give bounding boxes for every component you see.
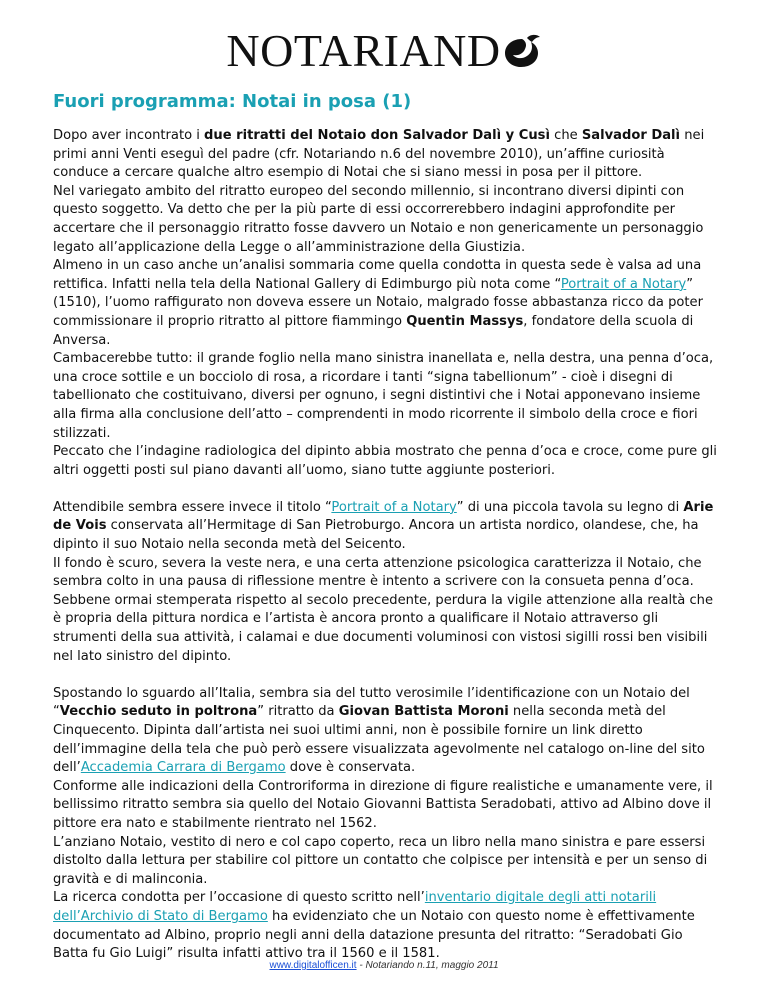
footer-website-link[interactable]: www.digitalofficen.it bbox=[269, 960, 357, 971]
accademia-carrara-link[interactable]: Accademia Carrara di Bergamo bbox=[80, 760, 286, 776]
paragraph: Il fondo è scuro, severa la veste nera, e una certa attenzione psicologica caratterizza il Notaio, che sembra colto in una pausa di riflessione mentre è intento a scrivere con la consueta penna d’oca. Sebbene ormai stemperata rispetto al secolo precedente, perdura la vigile attenzione alla realtà che è propria della pittura nordica e l’artista è ancora pronto a qualificare il Notaio attraverso gli strumenti della sua attività, i calamai e due documenti voluminosi con vistosi sigilli rossi ben visibili nel lato sinistro del dipinto. bbox=[53, 555, 714, 664]
paragraph: L’anziano Notaio, vestito di nero e col capo coperto, reca un libro nella mano sinistra e pare essersi distolto dalla lettura per stabilire col pittore un contatto che colpisce per intensità e per un senso di gravità e di malinconia. bbox=[53, 834, 708, 887]
portrait-of-a-notary-link[interactable]: Portrait of a Notary bbox=[560, 276, 687, 292]
paragraph: Nel variegato ambito del ritratto europeo del secondo millennio, si incontrano diversi dipinti con questo soggetto. Va detto che per la più parte di essi occorrerebbero indagini approfondite per accertare che il personaggio ritratto fosse davvero un Notaio e non genericamente un personaggio legato all’applicazione della Legge o all’amministrazione della Giustizia. bbox=[53, 183, 704, 255]
article-body bbox=[53, 127, 721, 964]
archivio-bergamo-link[interactable]: inventario digitale degli atti notarili dell’Archivio di Stato di Bergamo bbox=[53, 890, 657, 924]
bold-text: Salvador Dalì bbox=[581, 128, 681, 143]
leaf-o-icon bbox=[502, 34, 542, 70]
bold-text: due ritratti del Notaio don Salvador Dalì y Cusì bbox=[204, 128, 550, 143]
logo-text: NOTARIAND bbox=[226, 25, 501, 76]
article-title: Fuori programma: Notai in posa (1) bbox=[53, 91, 412, 112]
paragraph: Spostando lo sguardo all’Italia, sembra sia del tutto verosimile l’identificazione con un Notaio del “Vecchio seduto in poltrona” ritratto da Giovan Battista Moroni nella seconda metà del Cinquecento. Dipinta dall’artista nei suoi ultimi anni, non è possibile fornire un link diretto dell’immagine della tela che può però essere visualizzata agevolmente nel catalogo on-line del sito dell’Accademia Carrara di Bergamo dove è conservata. bbox=[53, 685, 705, 776]
footer-text: - Notariando n.11, maggio 2011 bbox=[356, 960, 499, 971]
paragraph: Cambacerebbe tutto: il grande foglio nella mano sinistra inanellata e, nella destra, una penna d’oca, una croce sottile e un bocciolo di rosa, a ricordare i tanti “signa tabellionum” - cioè i disegni di tabellionato che costituivano, diversi per ognuno, i segni distintivi che i Notai apponevano insieme alla firma alla conclusione dell’atto – comprendenti in modo ricorrente il simbolo della croce e fiori stilizzati. bbox=[53, 351, 714, 441]
paragraph: La ricerca condotta per l’occasione di questo scritto nell’inventario digitale degli atti notarili dell’Archivio di Stato di Bergamo ha evidenziato che un Notaio con questo nome è effettivamente documentato ad Albino, proprio negli anni della datazione presunta del ritratto: “Seradobati Gio Batta fu Gio Luigi” risulta infatti attivo tra il 1560 e il 1581. bbox=[53, 890, 695, 962]
bold-text: Quentin Massys bbox=[406, 313, 524, 329]
bold-text: Vecchio seduto in poltrona bbox=[59, 704, 258, 720]
bold-text: Arie de Vois bbox=[53, 499, 714, 534]
paragraph: Conforme alle indicazioni della Controriforma in direzione di figure realistiche e umanamente vere, il bellissimo ritratto sembra sia quello del Notaio Giovanni Battista Seradobati, attivo ad Albino dove il pittore era nato e stabilmente rientrato nel 1562. bbox=[53, 778, 713, 831]
page-footer bbox=[0, 960, 768, 971]
paragraph: Attendibile sembra essere invece il titolo “Portrait of a Notary” di una piccola tavola su legno di Arie de Vois conservata all’Hermitage di San Pietroburgo. Ancora un artista nordico, olandese, che, ha dipinto il suo Notaio nella seconda metà del Seicento. bbox=[53, 499, 714, 553]
portrait-of-a-notary-link-2[interactable]: Portrait of a Notary bbox=[331, 499, 457, 515]
bold-text: Giovan Battista Moroni bbox=[338, 704, 509, 720]
paragraph: Almeno in un caso anche un’analisi sommaria come quella condotta in questa sede è valsa ad una rettifica. Infatti nella tela della National Gallery di Edimburgo più nota come “Portrait of a Notary” (1510), l’uomo raffigurato non doveva essere un Notaio, malgrado fosse abbastanza ricco da poter commissionare il proprio ritratto al pittore fiammingo Quentin Massys, fondatore della scuola di Anversa. bbox=[53, 258, 703, 348]
notariando-logo bbox=[0, 25, 768, 76]
paragraph: Dopo aver incontrato i due ritratti del Notaio don Salvador Dalì y Cusì che Salvador Dalì nei primi anni Venti eseguì del padre (cfr. Notariando n.6 del novembre 2010), un’affine curiosità conduce a cercare qualche altro esempio di Notai che si siano messi in posa per il pittore. bbox=[53, 128, 705, 181]
paragraph: Peccato che l’indagine radiologica del dipinto abbia mostrato che penna d’oca e croce, come pure gli altri oggetti posti sul piano davanti all’uomo, siano tutte aggiunte posteriori. bbox=[53, 444, 717, 478]
